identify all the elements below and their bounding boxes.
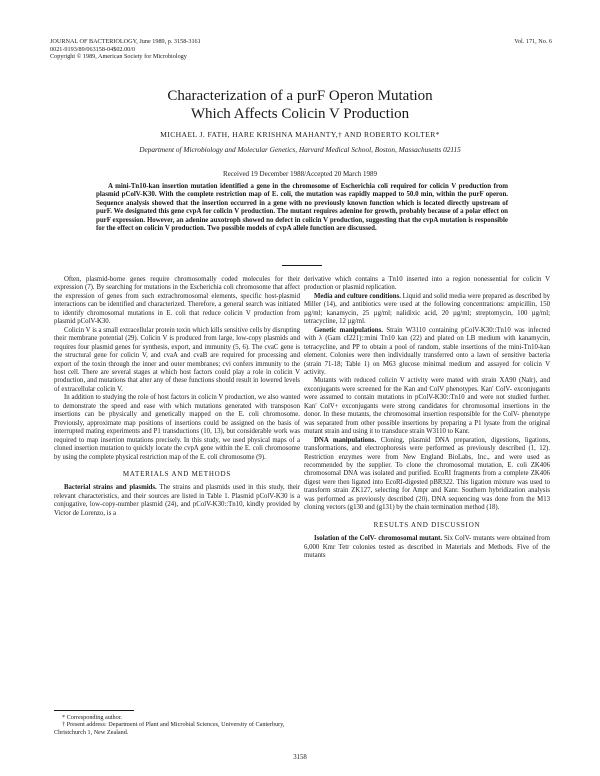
dna-run-head: DNA manipulations.	[314, 436, 377, 444]
strains-text: The strains and plasmids used in this study, their relevant characteristics, and their sources are listed in Table 1. Plasmid pColV-K30 is a conjugative, low-copy-number plasmid (24), and pColV-K30::Tn10, kindly provided by Victor de Lorenzo, is a	[54, 484, 300, 517]
genetic-text: Strain W3110 containing pColV-K30::Tn10 was infected with λ (Gam cI221)::mini Tn10 kan (22) and plated on LB medium with kanamycin, tetracycline, and PP to obtain a pool of random, stable insertions of the mini-Tn10-kan element. Colonies were then individually transferred onto a lawn of sensitive bacteria (strain 71-18; Table 1) on M63 glucose minimal medium and assayed for colicin V activity.	[304, 326, 550, 376]
intro-paragraph-3: In addition to studying the role of host factors in colicin V production, we also wanted to demonstrate the speed and ease with which mutations generated with transposon insertions can be physically and genetically mapped on the E. coli chromosome. Previously, approximate map positions of insertions could be assigned on the basis of interrupted mating experiments and P1 transductions (10, 13), but considerable work was required to map insertion mutations precisely. In this study, we used physical maps of a cloned insertion mutation to quickly locate the cvpA gene within the E. coli chromosome by using the complete physical restriction map of the E. coli chromosome (9).	[54, 394, 300, 461]
footnote-corresponding: * Corresponding author.	[62, 714, 122, 721]
title-line-2: Which Affects Colicin V Production	[190, 105, 410, 122]
journal-volume: Vol. 171, No. 6	[514, 38, 552, 45]
media-text: Liquid and solid media were prepared as described by Miller (14), and antibiotics were used at the following concentrations: ampicillin, 150 µg/ml; kanamycin, 25 µg/ml; nalidixic acid, 20 µg/ml; streptomycin, 100 µg/ml; tetracycline, 12 µg/ml.	[304, 292, 550, 326]
abstract	[96, 183, 508, 233]
isolation-run-head: Isolation of the ColV- chromosomal mutant.	[314, 535, 443, 543]
footnote-rule	[54, 710, 134, 711]
abstract-text: A mini-Tn10-kan insertion mutation identified a gene in the chromosome of Escherichia coli required for colicin V production from plasmid pColV-K30. With the complete restriction map of E. coli, the mutation was rapidly mapped to 50.0 min, within the purF operon. Sequence analysis showed that the insertion occurred in a gene with no previously known function which is located directly upstream of purF. We designated this gene cvpA for colicin V production. The mutant requires adenine for growth, probably because of a polar effect on purF expression. However, an adenine auxotroph showed no defect in colicin V production, suggesting that the cvpA mutation is responsible for the effect on colicin V production. Two possible models of cvpA allele function are discussed.	[96, 183, 508, 233]
strains-paragraph	[54, 484, 300, 518]
intro-paragraph-1: Often, plasmid-borne genes require chromosomally coded molecules for their expression (7). By searching for mutations in the Escherichia coli chromosome that affect the expression of genes from such extrachromosomal elements, specific host-plasmid interactions can be identified and characterized. Therefore, a general search was initiated to identify chromosomal mutations in E. coli that reduce colicin V production from plasmid pColV-K30.	[54, 276, 300, 326]
isolation-text: Six ColV- mutants were obtained from 6,000 Kmr Tetr colonies tested as described in Materials and Methods. Five of the mutants	[304, 535, 550, 560]
strains-run-head: Bacterial strains and plasmids.	[64, 484, 157, 492]
dna-text: Cloning, plasmid DNA preparation, digestions, ligations, transformations, and electrophoresis were performed as previously described (1, 12). Restriction enzymes were from New England BioLabs, Inc., and were used as recommended by the supplier. To clone the chromosomal mutation, E. coli ZK406 chromosomal DNA was isolated and purified. EcoRI fragments from a complete ZK406 digest were then ligated into EcoRI-digested pBR322. This ligation mixture was used to transform strain ZK127, selecting for Ampr and Kanr. Southern hybridization analysis was performed as previously described (20). DNA sequencing was done from the M13 cloning vectors (g130 and (g131) by the chain termination method (18).	[304, 436, 550, 512]
affiliation: Department of Microbiology and Molecular Genetics, Harvard Medical School, Boston, Massachusetts 02115	[139, 145, 461, 154]
materials-methods-heading: MATERIALS AND METHODS	[122, 469, 232, 478]
left-column	[54, 276, 300, 518]
footnotes	[54, 714, 300, 736]
right-column	[304, 276, 550, 561]
received-dates: Received 19 December 1988/Accepted 20 March 1989	[223, 170, 377, 178]
media-run-head: Media and culture conditions.	[314, 292, 401, 300]
page-number: 3158	[293, 754, 307, 761]
author-list: MICHAEL J. FATH, HARE KRISHNA MAHANTY,† AND ROBERTO KOLTER*	[160, 130, 440, 139]
intro-paragraph-2: Colicin V is a small extracellular protein toxin which kills sensitive cells by disrupting their membrane potential (29). Colicin V is produced from large, low-copy plasmids and requires four plasmid genes for synthesis, export, and immunity (5, 6). The cvaC gene is the structural gene for colicin V, and cvaA and cvaB are required for processing and export of the toxin through the inner and outer membranes; cvi confers immunity to the host cell. There are several stages at which host factors could play a role in colicin V production, and mutations that alter any of these functions should result in lowered levels of extracellular colicin V.	[54, 326, 300, 393]
isolation-paragraph	[304, 535, 550, 560]
section-divider	[282, 265, 322, 267]
continuation-paragraph: derivative which contains a Tn10 inserted into a region nonessential for colicin V production or plasmid replication.	[304, 276, 550, 292]
mutants-paragraph: Mutants with reduced colicin V activity were mated with strain XA90 (Nalr), and exconjugants were screened for the Kan and ColV phenotypes. Kan' ColV- exconjugants were assumed to contain mutations in pColV-K30::Tn10 and were not studied further. Kan' ColV+ exconjugants were strong candidates for chromosomal insertions in the donor. In these mutants, the chromosomal insertion responsible for the ColV- phenotype was separated from other possible insertions by preparing a P1 lysate from the original mutant strain and using it to transduce strain W3110 to Kanr.	[304, 377, 550, 436]
genetic-run-head: Genetic manipulations.	[314, 326, 383, 334]
article-title	[0, 88, 600, 123]
journal-issn: 0021-9193/89/063158-04$02.00/0	[50, 45, 136, 53]
journal-copyright: Copyright © 1989, American Society for Microbiology	[50, 53, 187, 61]
title-line-1: Characterization of a purF Operon Mutation	[167, 88, 433, 104]
genetic-paragraph	[304, 327, 550, 378]
media-paragraph	[304, 293, 550, 327]
results-heading: RESULTS AND DISCUSSION	[373, 520, 481, 529]
journal-citation: JOURNAL OF BACTERIOLOGY, June 1989, p. 3158-3161	[50, 38, 201, 45]
dna-paragraph	[304, 437, 550, 513]
footnote-present-address: † Present address: Department of Plant and Microbial Sciences, University of Canterbury, Christchurch 1, New Zealand.	[54, 721, 285, 736]
journal-header	[50, 38, 201, 61]
